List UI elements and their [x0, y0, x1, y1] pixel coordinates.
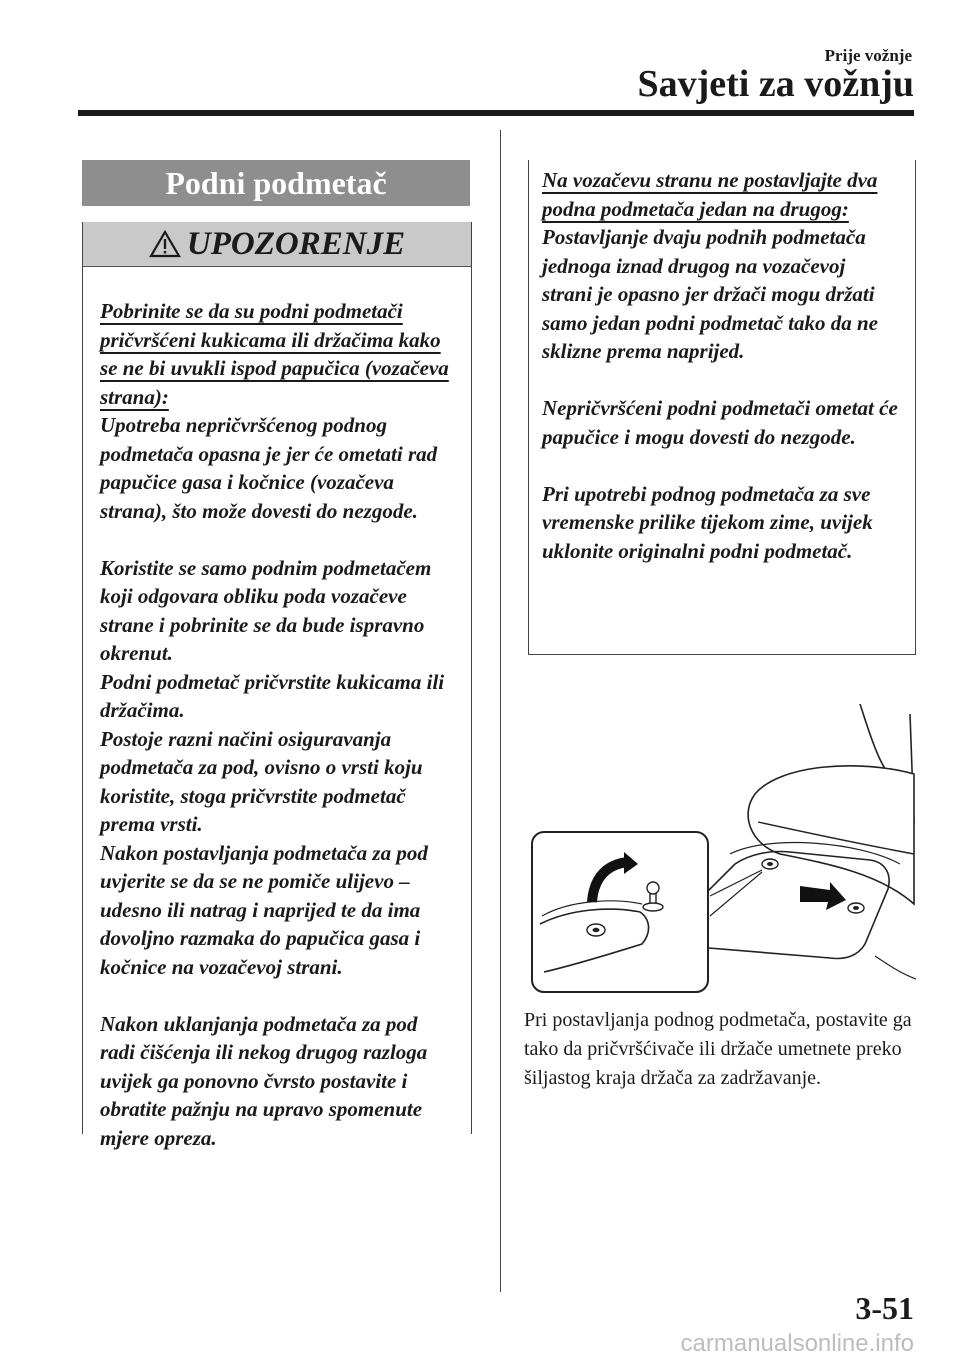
right-warning-lead: Na vozačevu stranu ne postavljajte dva podna podmetača jedan na drugog: [542, 168, 878, 221]
floor-mat-illustration [530, 704, 916, 994]
right-warning-para2: Nepričvršćeni podni podmetači ometat će papučice i mogu dovesti do nezgode. [542, 396, 898, 449]
warning-header [83, 222, 471, 267]
header-rule [78, 110, 914, 116]
warning-lead: Pobrinite se da su podni podmetači pričvršćeni kukicama ili držačima kako se ne bi uvukli ispod papučica (vozačeva strana): [100, 299, 449, 409]
page-title: Savjeti za vožnju [637, 63, 914, 105]
header-section: Prije vožnje [824, 46, 912, 65]
right-warning-para3: Pri upotrebi podnog podmetača za sve vremenske prilike tijekom zime, uvijek uklonite originalni podni podmetač. [542, 481, 873, 563]
watermark: carmanualsonline.info [680, 1330, 914, 1357]
right-warning-lead-text: Postavljanje dvaju podnih podmetača jednoga iznad drugog na vozačevoj strani je opasno jer držači mogu držati samo jedan podni podmetač tako da ne sklizne prema naprijed. [542, 225, 878, 363]
warning-heading: UPOZORENJE [186, 225, 406, 262]
section-title: Podni podmetač [82, 160, 470, 206]
warning-lead-text: Upotreba nepričvršćenog podnog podmetača opasna je jer će ometati rad papučice gasa i kočnice (vozačeva strana), što može dovesti do nezgode. [100, 413, 438, 523]
warning-box [82, 222, 472, 1150]
warning-triangle-icon [149, 230, 181, 258]
warning-para2d: Nakon postavljanja podmetača za pod uvjerite se da se ne pomiče ulijevo – udesno ili natrag i naprijed te da ima dovoljno razmaka do papučica gasa i kočnice na vozačevoj strani. [100, 840, 428, 979]
warning-para2b: Podni podmetač pričvrstite kukicama ili držačima. [100, 669, 445, 722]
warning-para2c: Postoje razni načini osiguravanja podmetača za pod, ovisno o vrsti koju koristite, stoga pričvrstite podmetač prema vrsti. [100, 726, 423, 836]
warning-box-continued [528, 160, 916, 655]
page-number: 3-51 [855, 1290, 914, 1326]
warning-body [83, 267, 471, 1152]
warning-para3: Nakon uklanjanja podmetača za pod radi čišćenja ili nekog drugog razloga uvijek ga ponovno čvrsto postavite i obratite pažnju na upravo spomenute mjere opreza. [100, 1011, 428, 1150]
figure-caption: Pri postavljanja podnog podmetača, postavite ga tako da pričvršćivače ili držače umetnete preko šiljastog kraja držača za zadržavanje. [524, 1009, 912, 1089]
right-warning-body [529, 160, 915, 565]
column-divider [500, 130, 501, 1292]
warning-para2: Koristite se samo podnim podmetačem koji odgovara obliku poda vozačeve strane i pobrinite se da bude ispravno okrenut. [100, 555, 432, 665]
